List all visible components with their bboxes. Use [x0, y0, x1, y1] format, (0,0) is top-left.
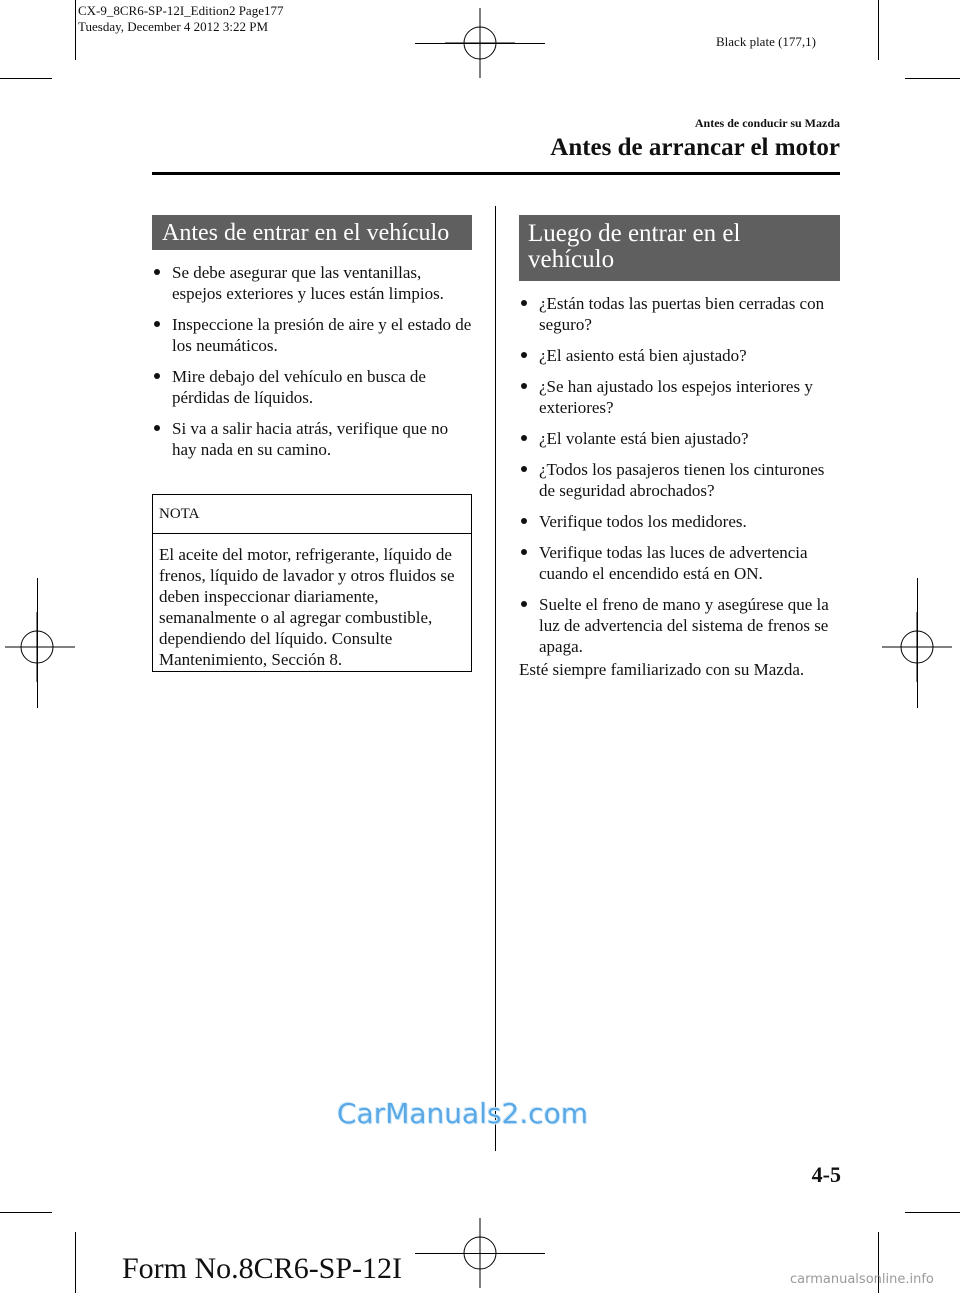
header-rule: [152, 172, 840, 175]
crop-mark: [0, 78, 52, 79]
crop-mark: [878, 0, 879, 60]
list-item: ¿El asiento está bien ajustado?: [519, 345, 840, 366]
site-watermark: carmanualsonline.info: [790, 1272, 934, 1287]
crop-mark: [415, 43, 545, 44]
list-item: Se debe asegurar que las ventanillas, espejos exteriores y luces están limpios.: [152, 262, 472, 304]
column-divider: [495, 206, 496, 1151]
page-title: Antes de arrancar el motor: [550, 134, 840, 161]
section-heading-after-entering: [519, 215, 840, 281]
crop-mark: [905, 78, 960, 79]
section-heading-before-entering: Antes de entrar en el vehículo: [152, 215, 472, 250]
closing-paragraph: Esté siempre familiarizado con su Mazda.: [519, 660, 805, 679]
crop-mark: [75, 0, 76, 60]
crop-mark: [0, 1212, 52, 1213]
registration-mark-icon: [5, 612, 75, 682]
list-item: Inspeccione la presión de aire y el estado de los neumáticos.: [152, 314, 472, 356]
list-item: Suelte el freno de mano y asegúrese que la luz de advertencia del sistema de frenos se apaga.: [519, 594, 840, 657]
watermark-logo: CarManuals2.com: [337, 1097, 589, 1130]
date-line: Tuesday, December 4 2012 3:22 PM: [78, 19, 269, 34]
note-title: NOTA: [153, 495, 471, 534]
print-info: [78, 3, 283, 35]
list-item: ¿Están todas las puertas bien cerradas con seguro?: [519, 293, 840, 335]
note-box: [152, 494, 472, 672]
plate-info: Black plate (177,1): [716, 34, 816, 49]
list-item: ¿Se han ajustado los espejos interiores y exteriores?: [519, 376, 840, 418]
checklist-after-entering: [519, 293, 840, 667]
list-item: Verifique todas las luces de advertencia cuando el encendido está en ON.: [519, 542, 840, 584]
chapter-label: Antes de conducir su Mazda: [694, 116, 840, 130]
heading-line: Luego de entrar en el: [528, 220, 741, 247]
list-item: Si va a salir hacia atrás, verifique que no hay nada en su camino.: [152, 418, 472, 460]
crop-mark: [75, 1232, 76, 1293]
list-item: ¿El volante está bien ajustado?: [519, 428, 840, 449]
checklist-before-entering: [152, 262, 472, 470]
list-item: Verifique todos los medidores.: [519, 511, 840, 532]
crop-mark: [415, 1253, 545, 1254]
page-number: 4-5: [811, 1162, 841, 1187]
list-item: Mire debajo del vehículo en busca de pérdidas de líquidos.: [152, 366, 472, 408]
crop-mark: [905, 1212, 960, 1213]
heading-line: vehículo: [528, 246, 615, 273]
form-number: Form No.8CR6-SP-12I: [122, 1252, 403, 1285]
note-body: El aceite del motor, refrigerante, líquido de frenos, líquido de lavador y otros fluidos se deben inspeccionar diariamente, semanalmente o al agregar combustible, dependiendo del líquido. Consulte Mantenimiento, Sección 8.: [159, 545, 455, 669]
file-line: CX-9_8CR6-SP-12I_Edition2 Page177: [78, 3, 284, 18]
crop-mark: [37, 578, 38, 708]
crop-mark: [917, 578, 918, 708]
list-item: ¿Todos los pasajeros tienen los cinturones de seguridad abrochados?: [519, 459, 840, 501]
